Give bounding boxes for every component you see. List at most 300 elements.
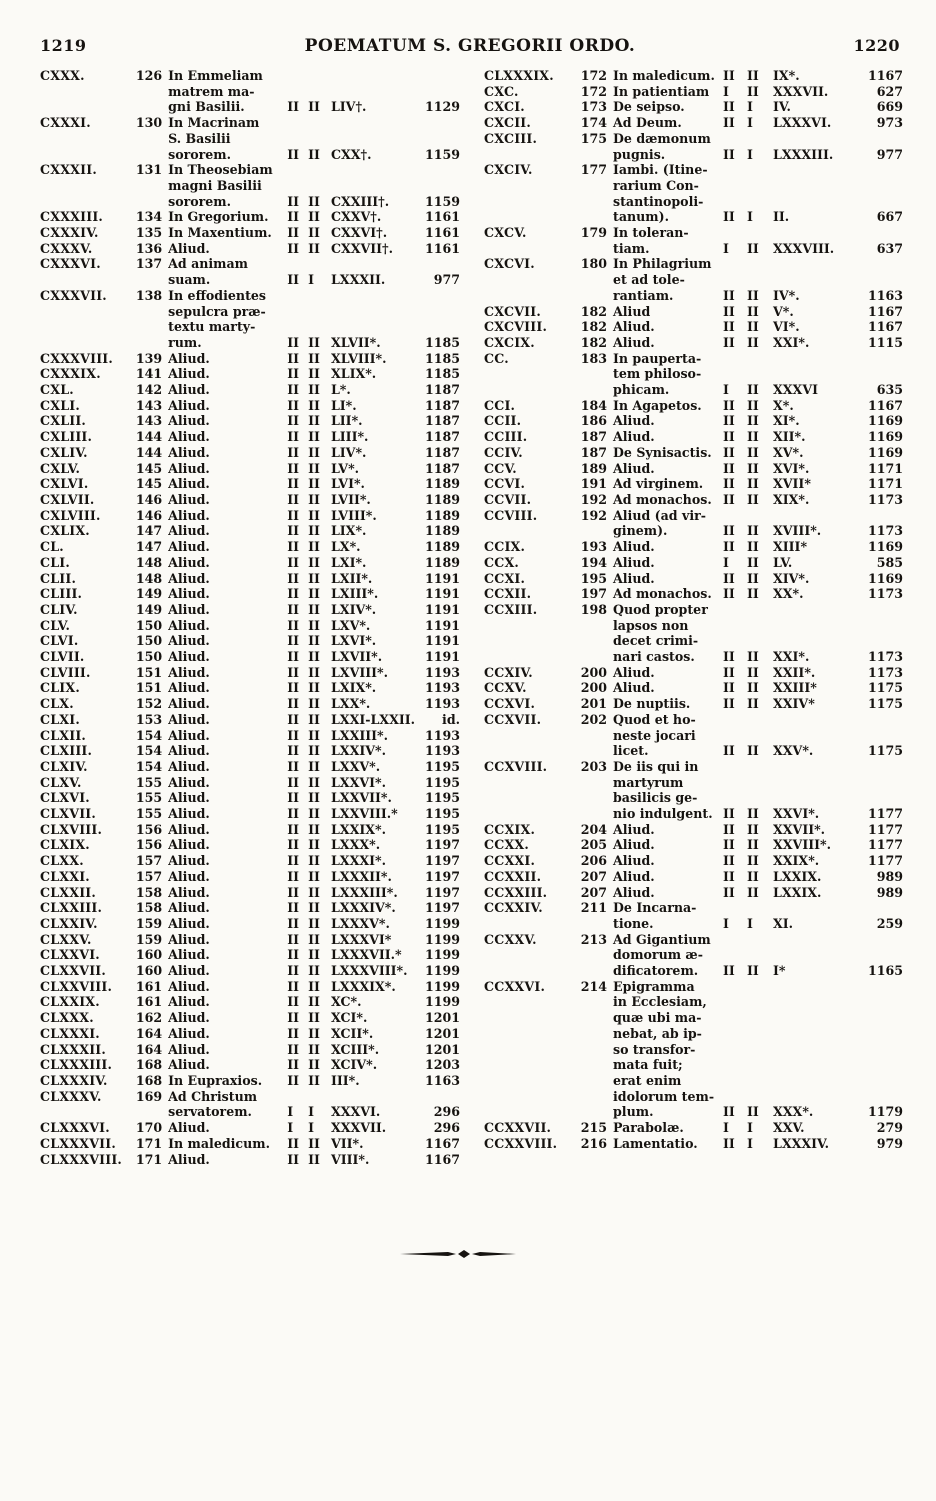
poem-arabic-number: 177: [580, 162, 607, 178]
poem-title: In patientiam: [613, 83, 710, 99]
poem-arabic-number: 187: [580, 429, 607, 445]
book-number: II: [287, 350, 300, 366]
index-row: [40, 366, 460, 382]
index-row: [40, 932, 460, 948]
column-reference: 1199: [424, 963, 461, 979]
carmen-reference: XXIV*: [773, 696, 815, 712]
poem-arabic-number: 161: [135, 978, 163, 994]
book-number: II: [723, 523, 735, 539]
section-number: II: [747, 523, 759, 539]
section-number: II: [747, 382, 759, 398]
section-number: II: [308, 554, 320, 570]
index-row: [40, 665, 460, 681]
carmen-reference: XVIII*.: [773, 523, 822, 539]
poem-roman-number: CCX.: [484, 554, 520, 570]
book-number: II: [723, 539, 735, 555]
poem-arabic-number: 198: [580, 601, 607, 617]
poem-roman-number: CXCV.: [484, 225, 527, 241]
section-number: II: [308, 931, 320, 947]
column-reference: 1177: [867, 853, 903, 869]
book-number: II: [723, 1135, 735, 1151]
poem-title: Aliud.: [168, 978, 210, 994]
column-reference: 1185: [424, 366, 461, 382]
section-number: II: [308, 664, 320, 680]
column-reference: 973: [876, 115, 903, 131]
poem-arabic-number: 189: [580, 460, 607, 476]
index-row: [40, 382, 460, 398]
index-row: [40, 445, 460, 461]
section-number: II: [308, 476, 320, 492]
book-number: II: [287, 994, 300, 1010]
poem-arabic-number: 147: [135, 523, 163, 539]
poem-roman-number: CLXXVIII.: [40, 978, 113, 994]
poem-roman-number: CCIX.: [484, 539, 526, 555]
column-reference: 1163: [867, 287, 903, 303]
column-reference: 1191: [424, 649, 461, 665]
poem-title: Aliud.: [168, 1041, 210, 1057]
column-reference: 1167: [867, 68, 903, 83]
index-row: [40, 822, 460, 838]
poem-roman-number: CCXXIV.: [484, 900, 543, 916]
column-reference: 1167: [424, 1135, 461, 1151]
section-number: I: [308, 1120, 315, 1136]
poem-roman-number: CCXVIII.: [484, 758, 548, 774]
poem-title: Aliud.: [168, 382, 210, 398]
poem-arabic-number: 148: [135, 554, 163, 570]
section-number: II: [308, 994, 320, 1010]
index-row: [40, 571, 460, 587]
poem-roman-number: CLXXIII.: [40, 900, 103, 916]
book-number: II: [723, 853, 735, 869]
column-reference: 1189: [424, 491, 461, 507]
book-number: II: [287, 853, 300, 869]
index-row: [40, 429, 460, 445]
poem-roman-number: CXLIV.: [40, 444, 88, 460]
carmen-reference: LXXXIX*.: [330, 978, 396, 994]
book-number: II: [287, 240, 300, 256]
book-number: II: [723, 806, 735, 822]
carmen-reference: LVI*.: [330, 476, 365, 492]
poem-title: Aliud.: [168, 884, 210, 900]
section-number: II: [747, 853, 759, 869]
poem-arabic-number: 204: [580, 821, 607, 837]
poem-roman-number: CCXIV.: [484, 664, 533, 680]
section-number: I: [747, 1135, 753, 1151]
index-row: [484, 84, 904, 100]
column-reference: 1203: [424, 1057, 461, 1073]
book-number: II: [287, 1057, 300, 1073]
poem-arabic-number: 182: [580, 334, 607, 350]
poem-title: Aliud.: [613, 868, 655, 884]
poem-arabic-number: 200: [580, 664, 607, 680]
poem-arabic-number: 194: [580, 554, 607, 570]
book-number: II: [287, 1135, 300, 1151]
index-row: [484, 99, 904, 115]
index-row: [484, 304, 904, 320]
carmen-reference: LXXXVIII*.: [330, 963, 408, 979]
column-reference: 1193: [424, 680, 461, 696]
carmen-reference: LXXXIII*.: [330, 884, 398, 900]
poem-title: Aliud.: [168, 366, 210, 382]
column-reference: 1199: [424, 978, 461, 994]
book-number: II: [287, 649, 300, 665]
column-reference: 1159: [424, 193, 461, 209]
poem-title: Aliud.: [168, 664, 210, 680]
carmen-reference: XXVIII*.: [773, 837, 831, 853]
carmen-reference: LXXV*.: [330, 758, 381, 774]
index-row: [484, 115, 904, 131]
section-number: II: [308, 1041, 320, 1057]
book-number: II: [287, 382, 300, 398]
poem-roman-number: CCXII.: [484, 586, 532, 602]
column-reference: 1165: [867, 963, 903, 979]
poem-title: Aliud.: [168, 900, 210, 916]
poem-arabic-number: 183: [580, 350, 607, 366]
poem-roman-number: CCXXVIII.: [484, 1135, 558, 1151]
index-row: [484, 571, 904, 587]
index-row: [40, 1089, 460, 1120]
poem-arabic-number: 155: [135, 774, 163, 790]
column-reference: 1161: [424, 240, 461, 256]
poem-roman-number: CCXV.: [484, 680, 527, 696]
index-row: [40, 853, 460, 869]
carmen-reference: LXXIX*.: [330, 821, 386, 837]
poem-title: In Macrinam S. Basilii sororem.: [168, 115, 260, 162]
book-number: I: [287, 1120, 294, 1136]
carmen-reference: LXIII*.: [330, 586, 379, 602]
carmen-reference: LIII*.: [330, 429, 369, 445]
column-reference: 1193: [424, 696, 461, 712]
carmen-reference: IV.: [773, 99, 791, 115]
index-row: [40, 759, 460, 775]
section-number: II: [747, 539, 759, 555]
poem-roman-number: CC.: [484, 350, 509, 366]
index-row: [40, 523, 460, 539]
poem-arabic-number: 141: [135, 366, 163, 382]
poem-roman-number: CXCVII.: [484, 303, 541, 319]
index-row: [40, 633, 460, 649]
carmen-reference: LXXVI*.: [330, 774, 386, 790]
section-number: II: [308, 853, 320, 869]
carmen-reference: XXII*.: [773, 664, 816, 680]
index-row: [40, 712, 460, 728]
book-number: II: [723, 696, 735, 712]
column-reference: 1195: [424, 790, 461, 806]
carmen-reference: LXXIX.: [773, 868, 822, 884]
poem-roman-number: CLXIX.: [40, 837, 90, 853]
section-number: II: [308, 680, 320, 696]
poem-title: In Emmeliam matrem ma- gni Basilii.: [168, 68, 263, 115]
carmen-reference: LXII*.: [330, 570, 373, 586]
poem-arabic-number: 153: [135, 711, 163, 727]
index-row: [40, 68, 460, 115]
section-number: II: [308, 727, 320, 743]
book-number: II: [287, 790, 300, 806]
poem-roman-number: CCXVII.: [484, 711, 542, 727]
index-row: [40, 869, 460, 885]
poem-title: In Agapetos.: [613, 397, 702, 413]
index-row: [484, 932, 904, 979]
index-row: [40, 994, 460, 1010]
book-number: II: [287, 460, 300, 476]
section-number: II: [308, 350, 320, 366]
column-reference: 977: [433, 272, 461, 288]
poem-roman-number: CCI.: [484, 397, 516, 413]
column-reference: 1193: [424, 743, 461, 759]
index-row: [484, 869, 904, 885]
section-number: II: [747, 319, 759, 335]
book-number: I: [723, 915, 729, 931]
index-row: [484, 461, 904, 477]
column-reference: 669: [876, 99, 903, 115]
poem-roman-number: CLXXX.: [40, 1010, 94, 1026]
poem-arabic-number: 171: [135, 1135, 163, 1151]
poem-arabic-number: 172: [580, 68, 607, 83]
column-reference: 635: [876, 382, 903, 398]
book-number: II: [723, 680, 735, 696]
poem-arabic-number: 171: [135, 1151, 163, 1167]
column-reference: 1187: [424, 444, 461, 460]
poem-roman-number: CCIII.: [484, 429, 528, 445]
column-reference: 1199: [424, 947, 461, 963]
poem-title: Aliud.: [168, 696, 210, 712]
carmen-reference: XV*.: [773, 444, 804, 460]
book-number: II: [287, 366, 300, 382]
poem-title: In maledicum.: [613, 68, 715, 83]
index-row: [484, 837, 904, 853]
section-number: II: [308, 366, 320, 382]
column-reference: 1199: [424, 994, 461, 1010]
poem-roman-number: CCXX.: [484, 837, 529, 853]
index-row: [484, 413, 904, 429]
poem-arabic-number: 155: [135, 806, 163, 822]
poem-title: In maledicum.: [168, 1135, 270, 1151]
book-number: I: [287, 1104, 294, 1120]
section-number: I: [308, 272, 315, 288]
poem-arabic-number: 169: [135, 1088, 163, 1104]
section-number: II: [308, 1073, 320, 1088]
index-row: [484, 351, 904, 398]
carmen-reference: LXX*.: [330, 696, 371, 712]
poem-title: Aliud.: [168, 821, 210, 837]
poem-title: Aliud.: [168, 507, 210, 523]
poem-roman-number: CLI.: [40, 554, 70, 570]
index-row: [484, 979, 904, 1120]
carmen-reference: LX*.: [330, 539, 361, 555]
section-number: II: [747, 837, 759, 853]
index-row: [484, 586, 904, 602]
book-number: II: [287, 539, 300, 555]
index-row: [484, 696, 904, 712]
section-number: II: [747, 649, 759, 665]
poem-title: Aliud.: [168, 806, 210, 822]
poem-arabic-number: 205: [580, 837, 607, 853]
section-number: I: [747, 1120, 753, 1136]
poem-arabic-number: 147: [135, 539, 163, 555]
section-number: II: [308, 146, 320, 162]
poem-title: De seipso.: [613, 99, 685, 115]
carmen-reference: XXIX*.: [773, 853, 820, 869]
poem-title: In Philagrium et ad tole- rantiam.: [613, 256, 712, 303]
column-reference: 1191: [424, 617, 461, 633]
poem-roman-number: CCVIII.: [484, 507, 538, 523]
poem-roman-number: CLXXIX.: [40, 994, 100, 1010]
column-reference: 989: [876, 884, 903, 900]
column-reference: 1171: [867, 460, 903, 476]
poem-arabic-number: 136: [135, 240, 163, 256]
column-reference: 1197: [424, 868, 461, 884]
carmen-reference: XXI*.: [773, 334, 810, 350]
index-row: [484, 1120, 904, 1136]
column-reference: 1189: [424, 523, 461, 539]
poem-roman-number: CCXXIII.: [484, 884, 548, 900]
book-number: II: [287, 491, 300, 507]
poem-roman-number: CLXIII.: [40, 743, 93, 759]
carmen-reference: LXXXI*.: [330, 853, 386, 869]
book-number: II: [287, 837, 300, 853]
poem-title: Aliud.: [168, 1010, 210, 1026]
book-number: II: [287, 664, 300, 680]
poem-title: Aliud.: [168, 915, 210, 931]
poem-title: Aliud.: [168, 774, 210, 790]
book-number: II: [287, 633, 300, 649]
index-row: [40, 947, 460, 963]
poem-roman-number: CLXXXVI.: [40, 1120, 110, 1136]
poem-title: Aliud.: [168, 240, 210, 256]
carmen-reference: VII*.: [330, 1135, 364, 1151]
section-number: II: [308, 334, 320, 350]
column-reference: 296: [433, 1120, 461, 1136]
column-reference: 1195: [424, 806, 461, 822]
section-number: II: [308, 444, 320, 460]
poem-roman-number: CLX.: [40, 696, 74, 712]
book-number: II: [723, 963, 735, 979]
section-number: II: [747, 460, 759, 476]
poem-title: De nuptiis.: [613, 696, 691, 712]
book-number: II: [287, 743, 300, 759]
carmen-reference: XIII*: [773, 539, 808, 555]
poem-arabic-number: 215: [580, 1120, 607, 1136]
poem-title: Ad monachos.: [613, 586, 712, 602]
carmen-reference: XLIX*.: [330, 366, 377, 382]
book-number: II: [723, 99, 735, 115]
index-row: [40, 790, 460, 806]
section-number: II: [308, 225, 320, 241]
index-row: [484, 162, 904, 225]
poem-roman-number: CXXXII.: [40, 162, 97, 178]
poem-title: In Gregorium.: [168, 209, 269, 225]
carmen-reference: III*.: [330, 1073, 360, 1088]
carmen-reference: LXXXIII.: [773, 146, 834, 162]
section-number: II: [747, 554, 759, 570]
carmen-reference: XCII*.: [330, 1025, 374, 1041]
carmen-reference: V*.: [773, 303, 794, 319]
section-number: II: [308, 413, 320, 429]
poem-title: Aliud.: [168, 931, 210, 947]
index-row: [40, 680, 460, 696]
section-number: II: [308, 523, 320, 539]
poem-arabic-number: 160: [135, 963, 163, 979]
section-number: II: [308, 633, 320, 649]
poem-roman-number: CCXI.: [484, 570, 526, 586]
poem-roman-number: CXCVI.: [484, 256, 535, 272]
poem-arabic-number: 158: [135, 900, 163, 916]
book-number: II: [287, 99, 300, 115]
poem-title: Aliud.: [168, 350, 210, 366]
poem-roman-number: CLXXXII.: [40, 1041, 106, 1057]
carmen-reference: LXXVIII.*: [330, 806, 398, 822]
poem-roman-number: CCXXI.: [484, 853, 536, 869]
poem-title: Aliud.: [613, 460, 655, 476]
section-number: I: [747, 146, 753, 162]
poem-title: Aliud.: [168, 586, 210, 602]
book-number: II: [287, 711, 300, 727]
poem-arabic-number: 195: [580, 570, 607, 586]
poem-arabic-number: 154: [135, 743, 163, 759]
carmen-reference: LI*.: [330, 397, 357, 413]
poem-roman-number: CXLVI.: [40, 476, 89, 492]
poem-title: Aliud.: [168, 711, 210, 727]
index-row: [484, 335, 904, 351]
index-row: [40, 288, 460, 351]
section-number: II: [747, 743, 759, 759]
poem-arabic-number: 175: [580, 130, 607, 146]
poem-roman-number: CLXXXVII.: [40, 1135, 116, 1151]
section-number: II: [308, 900, 320, 916]
book-number: II: [287, 696, 300, 712]
poem-title: Aliud.: [168, 523, 210, 539]
section-number: II: [747, 68, 759, 83]
poem-title: Aliud.: [168, 743, 210, 759]
column-reference: 1167: [867, 397, 903, 413]
index-row: [484, 1136, 904, 1152]
poem-title: In toleran- tiam.: [613, 225, 689, 256]
poem-arabic-number: 160: [135, 947, 163, 963]
book-number: II: [723, 570, 735, 586]
section-number: II: [747, 806, 759, 822]
carmen-reference: XIX*.: [773, 491, 810, 507]
index-row: [40, 1120, 460, 1136]
column-reference: 1169: [867, 570, 903, 586]
index-row: [40, 979, 460, 995]
right-column: [484, 68, 904, 1152]
carmen-reference: LXIV*.: [330, 601, 377, 617]
poem-arabic-number: 182: [580, 303, 607, 319]
column-reference: 1201: [424, 1025, 461, 1041]
poem-arabic-number: 200: [580, 680, 607, 696]
book-number: II: [287, 774, 300, 790]
poem-roman-number: CXLV.: [40, 460, 81, 476]
book-number: II: [287, 570, 300, 586]
index-row: [40, 241, 460, 257]
column-reference: 1173: [867, 586, 903, 602]
index-row: [484, 256, 904, 303]
book-number: II: [723, 884, 735, 900]
book-number: II: [723, 649, 735, 665]
section-number: II: [747, 868, 759, 884]
poem-roman-number: CXXXIX.: [40, 366, 101, 382]
poem-roman-number: CLIV.: [40, 601, 78, 617]
carmen-reference: XX*.: [773, 586, 804, 602]
carmen-reference: XXV.: [773, 1120, 805, 1136]
poem-title: Aliud.: [168, 758, 210, 774]
section-number: II: [308, 491, 320, 507]
poem-roman-number: CCIV.: [484, 444, 523, 460]
section-number: II: [308, 507, 320, 523]
carmen-reference: LIX*.: [330, 523, 367, 539]
poem-title: Aliud.: [168, 853, 210, 869]
section-number: II: [747, 287, 759, 303]
